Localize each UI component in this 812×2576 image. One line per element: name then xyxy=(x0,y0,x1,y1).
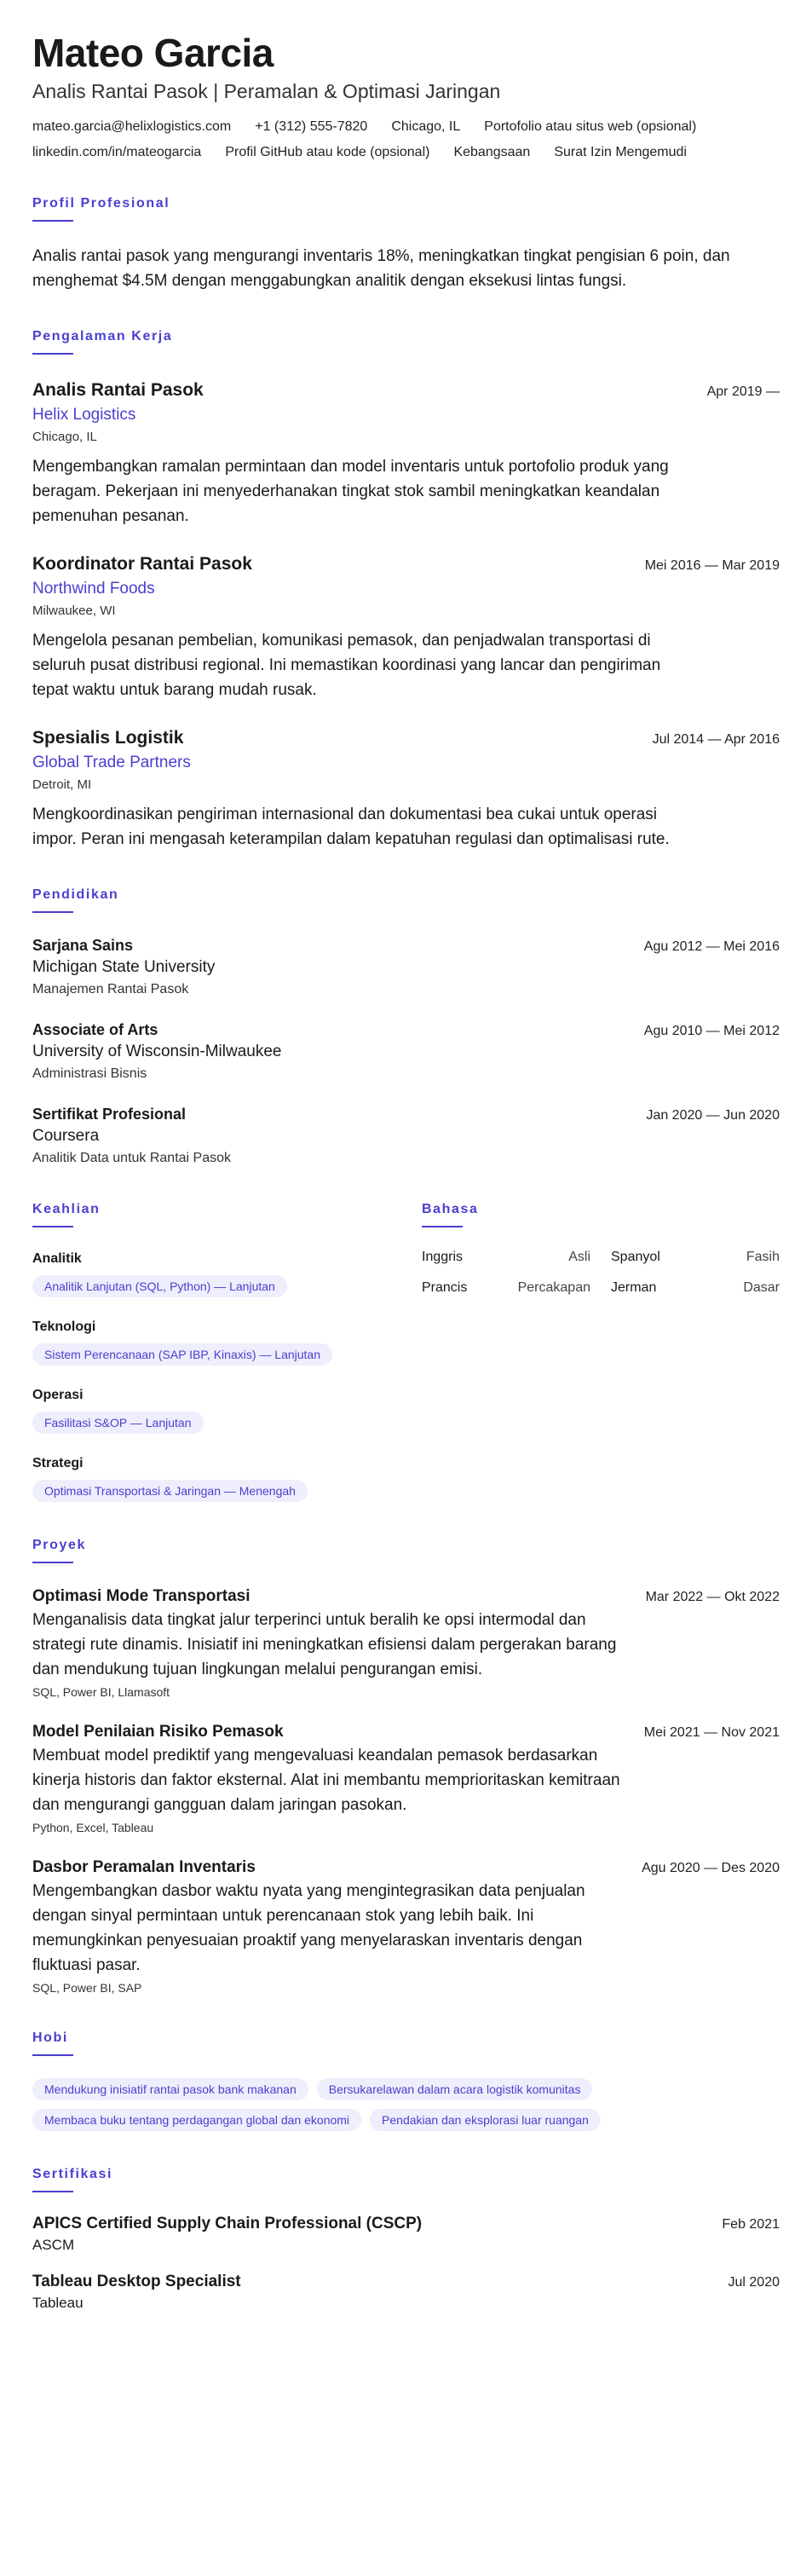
job-location: Detroit, MI xyxy=(32,777,92,792)
language-item xyxy=(611,1280,780,1296)
skill-group xyxy=(32,1251,399,1297)
job-company: Global Trade Partners xyxy=(32,754,191,771)
certification-name: Tableau Desktop Specialist xyxy=(32,2273,241,2290)
project-description: Membuat model prediktif yang mengevaluasi keandalan pemasok berdasarkan kinerja historis dan faktor eksternal. Alat ini membantu memprioritaskan kemitraan dan mengurangi gangguan dalam jaringan pasokan. xyxy=(32,1747,620,1814)
section-title-hobbies: Hobi xyxy=(32,2030,68,2045)
project-tech: SQL, Power BI, SAP xyxy=(32,1981,142,1995)
language-item xyxy=(611,1250,780,1265)
education-degree: Associate of Arts xyxy=(32,1021,158,1038)
hobby-tag: Mendukung inisiatif rantai pasok bank makanan xyxy=(32,2078,308,2100)
skills-section xyxy=(32,1202,399,1502)
education-degree: Sarjana Sains xyxy=(32,937,134,954)
hobbies-section xyxy=(32,2030,780,2131)
section-title-education: Pendidikan xyxy=(32,887,119,902)
language-level: Dasar xyxy=(743,1280,780,1295)
hobby-tag: Bersukarelawan dalam acara logistik komunitas xyxy=(317,2078,593,2100)
hobby-list xyxy=(32,2070,780,2131)
contact-phone[interactable]: +1 (312) 555-7820 xyxy=(255,119,368,134)
contact-nationality: Kebangsaan xyxy=(453,145,531,159)
profile-summary: Analis rantai pasok yang mengurangi inventaris 18%, meningkatkan tingkat pengisian 6 poin, dan menghemat $4.5M dengan menggabungkan analitik dengan eksekusi lintas fungsi. xyxy=(32,247,730,290)
contact-list xyxy=(32,119,780,160)
project-dates: Agu 2020 — Des 2020 xyxy=(642,1861,780,1875)
language-list xyxy=(422,1250,780,1296)
job-title: Koordinator Rantai Pasok xyxy=(32,554,252,574)
skill-group xyxy=(32,1456,399,1502)
language-level: Percakapan xyxy=(517,1280,590,1295)
job-company: Northwind Foods xyxy=(32,580,155,598)
skill-category: Strategi xyxy=(32,1456,84,1470)
project-title: Model Penilaian Risiko Pemasok xyxy=(32,1723,284,1741)
job-dates: Jul 2014 — Apr 2016 xyxy=(652,732,780,747)
language-name: Spanyol xyxy=(611,1250,660,1264)
skill-category: Teknologi xyxy=(32,1320,96,1334)
language-level: Fasih xyxy=(746,1250,780,1264)
language-item xyxy=(422,1250,590,1265)
education-section xyxy=(32,887,780,1166)
resume-header xyxy=(32,31,780,160)
education-field: Analitik Data untuk Rantai Pasok xyxy=(32,1151,232,1165)
contact-location: Chicago, IL xyxy=(391,119,461,134)
language-name: Jerman xyxy=(611,1280,657,1295)
project-title: Dasbor Peramalan Inventaris xyxy=(32,1858,256,1876)
education-dates: Jan 2020 — Jun 2020 xyxy=(646,1108,780,1123)
skill-category: Operasi xyxy=(32,1388,84,1402)
candidate-name: Mateo Garcia xyxy=(32,31,274,75)
project-tech: SQL, Power BI, Llamasoft xyxy=(32,1685,170,1699)
profile-section xyxy=(32,196,780,293)
hobby-tag: Membaca buku tentang perdagangan global dan ekonomi xyxy=(32,2109,361,2131)
contact-linkedin[interactable]: linkedin.com/in/mateogarcia xyxy=(32,145,202,159)
section-divider xyxy=(32,220,73,222)
section-divider xyxy=(32,1562,73,1563)
skill-tag: Optimasi Transportasi & Jaringan — Menengah xyxy=(32,1480,308,1502)
section-divider xyxy=(32,353,73,355)
language-name: Prancis xyxy=(422,1280,468,1295)
section-divider xyxy=(32,1226,73,1227)
certification-name: APICS Certified Supply Chain Professional (CSCP) xyxy=(32,2215,423,2232)
certification-entry xyxy=(32,2273,780,2312)
project-description: Mengembangkan dasbor waktu nyata yang mengintegrasikan data penjualan dengan sinyal permintaan untuk perencanaan stok yang lebih baik. Ini memungkinkan penyesuaian proaktif yang menyelaraskan inventaris dengan fluktuasi pasar. xyxy=(32,1882,585,1974)
contact-portfolio[interactable]: Portofolio atau situs web (opsional) xyxy=(484,119,697,134)
project-entry xyxy=(32,1858,780,1995)
skill-tag: Sistem Perencanaan (SAP IBP, Kinaxis) — Lanjutan xyxy=(32,1343,332,1366)
skill-group xyxy=(32,1320,399,1366)
project-entry xyxy=(32,1723,780,1834)
project-dates: Mei 2021 — Nov 2021 xyxy=(643,1725,780,1740)
section-title-experience: Pengalaman Kerja xyxy=(32,329,173,344)
job-entry xyxy=(32,380,780,528)
certification-date: Feb 2021 xyxy=(722,2217,780,2232)
certification-date: Jul 2020 xyxy=(728,2275,780,2290)
certifications-section xyxy=(32,2167,780,2312)
candidate-headline: Analis Rantai Pasok | Peramalan & Optimasi Jaringan xyxy=(32,80,501,102)
skill-tag: Analitik Lanjutan (SQL, Python) — Lanjutan xyxy=(32,1275,287,1297)
section-title-profile: Profil Profesional xyxy=(32,196,170,211)
certification-org: ASCM xyxy=(32,2237,75,2253)
job-company: Helix Logistics xyxy=(32,406,136,424)
education-school: Coursera xyxy=(32,1127,100,1145)
section-title-skills: Keahlian xyxy=(32,1202,101,1216)
language-level: Asli xyxy=(568,1250,590,1264)
job-dates: Mei 2016 — Mar 2019 xyxy=(644,558,780,573)
job-description: Mengelola pesanan pembelian, komunikasi pemasok, dan penjadwalan transportasi di seluruh pusat distribusi regional. Ini memastikan koordinasi yang lancar dan pengiriman tepat waktu untuk barang mudah rusak. xyxy=(32,632,661,699)
education-dates: Agu 2010 — Mei 2012 xyxy=(643,1024,780,1038)
project-title: Optimasi Mode Transportasi xyxy=(32,1587,251,1605)
section-divider xyxy=(32,2191,73,2192)
certification-org: Tableau xyxy=(32,2295,84,2311)
section-title-projects: Proyek xyxy=(32,1538,86,1552)
education-entry xyxy=(32,1021,780,1082)
education-field: Manajemen Rantai Pasok xyxy=(32,982,189,996)
job-description: Mengembangkan ramalan permintaan dan model inventaris untuk portofolio produk yang beragam. Pekerjaan ini menyederhanakan tingkat stok sambil meningkatkan keandalan pemenuhan pesanan. xyxy=(32,458,669,525)
section-divider xyxy=(422,1226,463,1227)
education-degree: Sertifikat Profesional xyxy=(32,1106,187,1123)
experience-section xyxy=(32,329,780,852)
projects-section xyxy=(32,1538,780,1995)
skills-languages-row xyxy=(32,1202,780,1502)
job-title: Analis Rantai Pasok xyxy=(32,380,204,400)
section-title-languages: Bahasa xyxy=(422,1202,479,1216)
skill-tag: Fasilitasi S&OP — Lanjutan xyxy=(32,1412,204,1434)
education-entry xyxy=(32,937,780,997)
skill-groups xyxy=(32,1251,399,1502)
project-description: Menganalisis data tingkat jalur terperinci untuk beralih ke opsi intermodal dan strategi rute dinamis. Inisiatif ini meningkatkan efisiensi dalam pergerakan barang dan mendukung tujuan lingkungan melalui pengurangan emisi. xyxy=(32,1611,617,1678)
section-divider xyxy=(32,911,73,913)
contact-email[interactable]: mateo.garcia@helixlogistics.com xyxy=(32,119,232,134)
languages-section xyxy=(422,1202,780,1502)
education-field: Administrasi Bisnis xyxy=(32,1066,147,1081)
job-dates: Apr 2019 — xyxy=(706,384,780,399)
job-description: Mengkoordinasikan pengiriman internasional dan dokumentasi bea cukai untuk operasi impor. Peran ini mengasah keterampilan dalam kepatuhan regulasi dan optimalisasi rute. xyxy=(32,806,670,848)
skill-group xyxy=(32,1388,399,1434)
language-name: Inggris xyxy=(422,1250,464,1264)
project-entry xyxy=(32,1587,780,1699)
project-tech: Python, Excel, Tableau xyxy=(32,1821,154,1834)
job-entry xyxy=(32,728,780,852)
job-location: Chicago, IL xyxy=(32,430,97,444)
project-dates: Mar 2022 — Okt 2022 xyxy=(645,1590,780,1604)
job-location: Milwaukee, WI xyxy=(32,604,116,618)
education-dates: Agu 2012 — Mei 2016 xyxy=(643,939,780,954)
skill-category: Analitik xyxy=(32,1251,82,1266)
education-entry xyxy=(32,1106,780,1166)
contact-drivers-license: Surat Izin Mengemudi xyxy=(554,145,687,159)
job-title: Spesialis Logistik xyxy=(32,728,184,748)
section-divider xyxy=(32,2054,73,2056)
education-school: Michigan State University xyxy=(32,958,216,976)
contact-github[interactable]: Profil GitHub atau kode (opsional) xyxy=(225,145,430,159)
section-title-certifications: Sertifikasi xyxy=(32,2167,113,2181)
education-school: University of Wisconsin-Milwaukee xyxy=(32,1043,282,1060)
job-entry xyxy=(32,554,780,702)
hobby-tag: Pendakian dan eksplorasi luar ruangan xyxy=(370,2109,601,2131)
language-item xyxy=(422,1280,590,1296)
certification-entry xyxy=(32,2215,780,2254)
